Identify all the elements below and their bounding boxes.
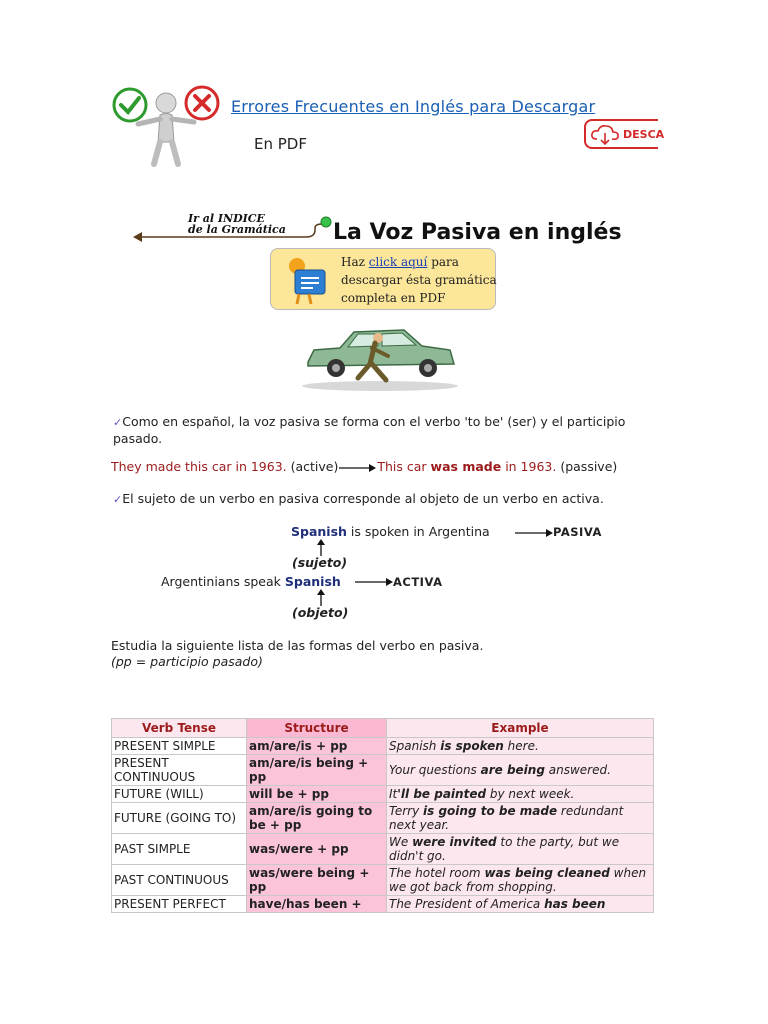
rule2-text: El sujeto de un verbo en pasiva corresponde al objeto de un verbo en activa. (122, 491, 604, 506)
study-paragraph (111, 638, 483, 670)
diagram-row1 (291, 524, 490, 540)
intro-paragraph (113, 414, 625, 447)
example-cell (387, 896, 654, 913)
example-cell (387, 755, 654, 786)
document-bird-icon (281, 254, 333, 306)
subject-label: (sujeto) (292, 555, 348, 570)
example-sentences (111, 459, 617, 476)
banner-line2: descargar ésta gramática (341, 273, 497, 287)
example-pre: Terry (389, 804, 424, 818)
click-here-link[interactable]: click aquí (368, 255, 428, 269)
example-cell (387, 786, 654, 803)
banner-suffix: para (427, 255, 459, 269)
diagram-row2-pre: Argentinians speak (161, 574, 281, 589)
index-link-line2: de la Gramática (188, 223, 286, 236)
example-cell (387, 834, 654, 865)
example-pre: The hotel room (389, 866, 485, 880)
tense-cell: PRESENT SIMPLE (112, 738, 247, 755)
structure-cell: was/were + pp (247, 834, 387, 865)
arrow-up-icon (316, 589, 326, 606)
structure-cell: am/are/is + pp (247, 738, 387, 755)
verb-tense-table (111, 718, 654, 913)
table-row (112, 786, 654, 803)
banner-prefix: Haz (341, 255, 369, 269)
check-icon: ✓ (113, 416, 123, 429)
active-sentence: They made this car in 1963. (111, 459, 287, 474)
table-header-row (112, 719, 654, 738)
active-tag: ACTIVA (393, 575, 443, 589)
example-cell (387, 738, 654, 755)
example-pre: The President of America (389, 897, 545, 911)
tense-cell: FUTURE (GOING TO) (112, 803, 247, 834)
study-text: Estudia la siguiente lista de las formas del verbo en pasiva. (111, 638, 484, 653)
example-bold: has been (544, 897, 606, 911)
header-structure: Structure (247, 719, 387, 738)
intro-line1 (113, 414, 625, 431)
study-note: (pp = participio pasado) (111, 654, 263, 669)
arrow-right-icon (354, 578, 394, 586)
header-title-link[interactable]: Errores Frecuentes en Inglés para Descargar (231, 97, 596, 116)
page-title: La Voz Pasiva en inglés (333, 220, 622, 245)
table-row (112, 865, 654, 896)
arrow-right-icon (338, 460, 377, 476)
tense-cell: PRESENT CONTINUOUS (112, 755, 247, 786)
example-post: when we got back from shopping. (389, 866, 647, 894)
tense-cell: PAST SIMPLE (112, 834, 247, 865)
passive-post: in 1963. (501, 459, 557, 474)
diagram-row2 (161, 574, 341, 590)
tense-cell: FUTURE (WILL) (112, 786, 247, 803)
passive-tag: PASIVA (553, 525, 602, 539)
object-label: (objeto) (292, 605, 349, 620)
example-pre: We (389, 835, 413, 849)
example-post: redundant next year. (389, 804, 624, 832)
table-row (112, 896, 654, 913)
header-example: Example (387, 719, 654, 738)
passive-pre: This car (377, 459, 431, 474)
diagram-object: Spanish (284, 574, 341, 589)
table-row (112, 755, 654, 786)
car-illustration-icon (300, 320, 460, 392)
passive-bold: was made (430, 459, 502, 474)
example-bold: 'll be painted (397, 787, 487, 801)
example-post: to the party, but we didn't go. (389, 835, 620, 863)
structure-cell: am/are/is being + pp (247, 755, 387, 786)
example-cell (387, 865, 654, 896)
example-bold: was being cleaned (484, 866, 610, 880)
thumbs-figure-icon (108, 86, 220, 168)
download-button[interactable] (584, 119, 665, 149)
diagram-subject: Spanish (291, 524, 347, 539)
download-label: DESCA (623, 128, 665, 141)
banner-line3: completa en PDF (341, 291, 446, 305)
structure-cell: will be + pp (247, 786, 387, 803)
example-post: here. (503, 739, 539, 753)
structure-cell: am/are/is going to be + pp (247, 803, 387, 834)
intro-line2: pasado. (113, 431, 163, 446)
rule2-line (113, 491, 604, 508)
header-subtitle: En PDF (254, 135, 307, 153)
index-link-line1: Ir al INDICE (188, 212, 265, 225)
table-row (112, 803, 654, 834)
example-pre: It (389, 787, 398, 801)
structure-cell: was/were being + pp (247, 865, 387, 896)
example-bold: is going to be made (423, 804, 558, 818)
example-bold: are being (480, 763, 545, 777)
active-label: (active) (286, 459, 339, 474)
header-verb-tense: Verb Tense (112, 719, 247, 738)
example-bold: is spoken (440, 739, 504, 753)
arrow-up-icon (316, 539, 326, 556)
example-cell (387, 803, 654, 834)
arrow-right-icon (514, 529, 554, 537)
structure-cell: have/has been + (247, 896, 387, 913)
pdf-download-banner[interactable] (270, 248, 496, 310)
example-bold: were invited (412, 835, 497, 849)
tense-cell: PAST CONTINUOUS (112, 865, 247, 896)
check-icon: ✓ (113, 493, 123, 506)
table-row (112, 834, 654, 865)
passive-label: (passive) (556, 459, 618, 474)
tense-cell: PRESENT PERFECT (112, 896, 247, 913)
table-row (112, 738, 654, 755)
cloud-download-icon (590, 124, 620, 146)
diagram-row1-rest: is spoken in Argentina (346, 524, 490, 539)
example-post: answered. (544, 763, 611, 777)
example-pre: Your questions (389, 763, 481, 777)
example-pre: Spanish (389, 739, 441, 753)
intro-text1: Como en español, la voz pasiva se forma con el verbo 'to be' (ser) y el participio (122, 414, 626, 429)
index-link-text[interactable] (188, 213, 286, 235)
example-post: by next week. (486, 787, 575, 801)
banner-line1 (341, 255, 459, 269)
